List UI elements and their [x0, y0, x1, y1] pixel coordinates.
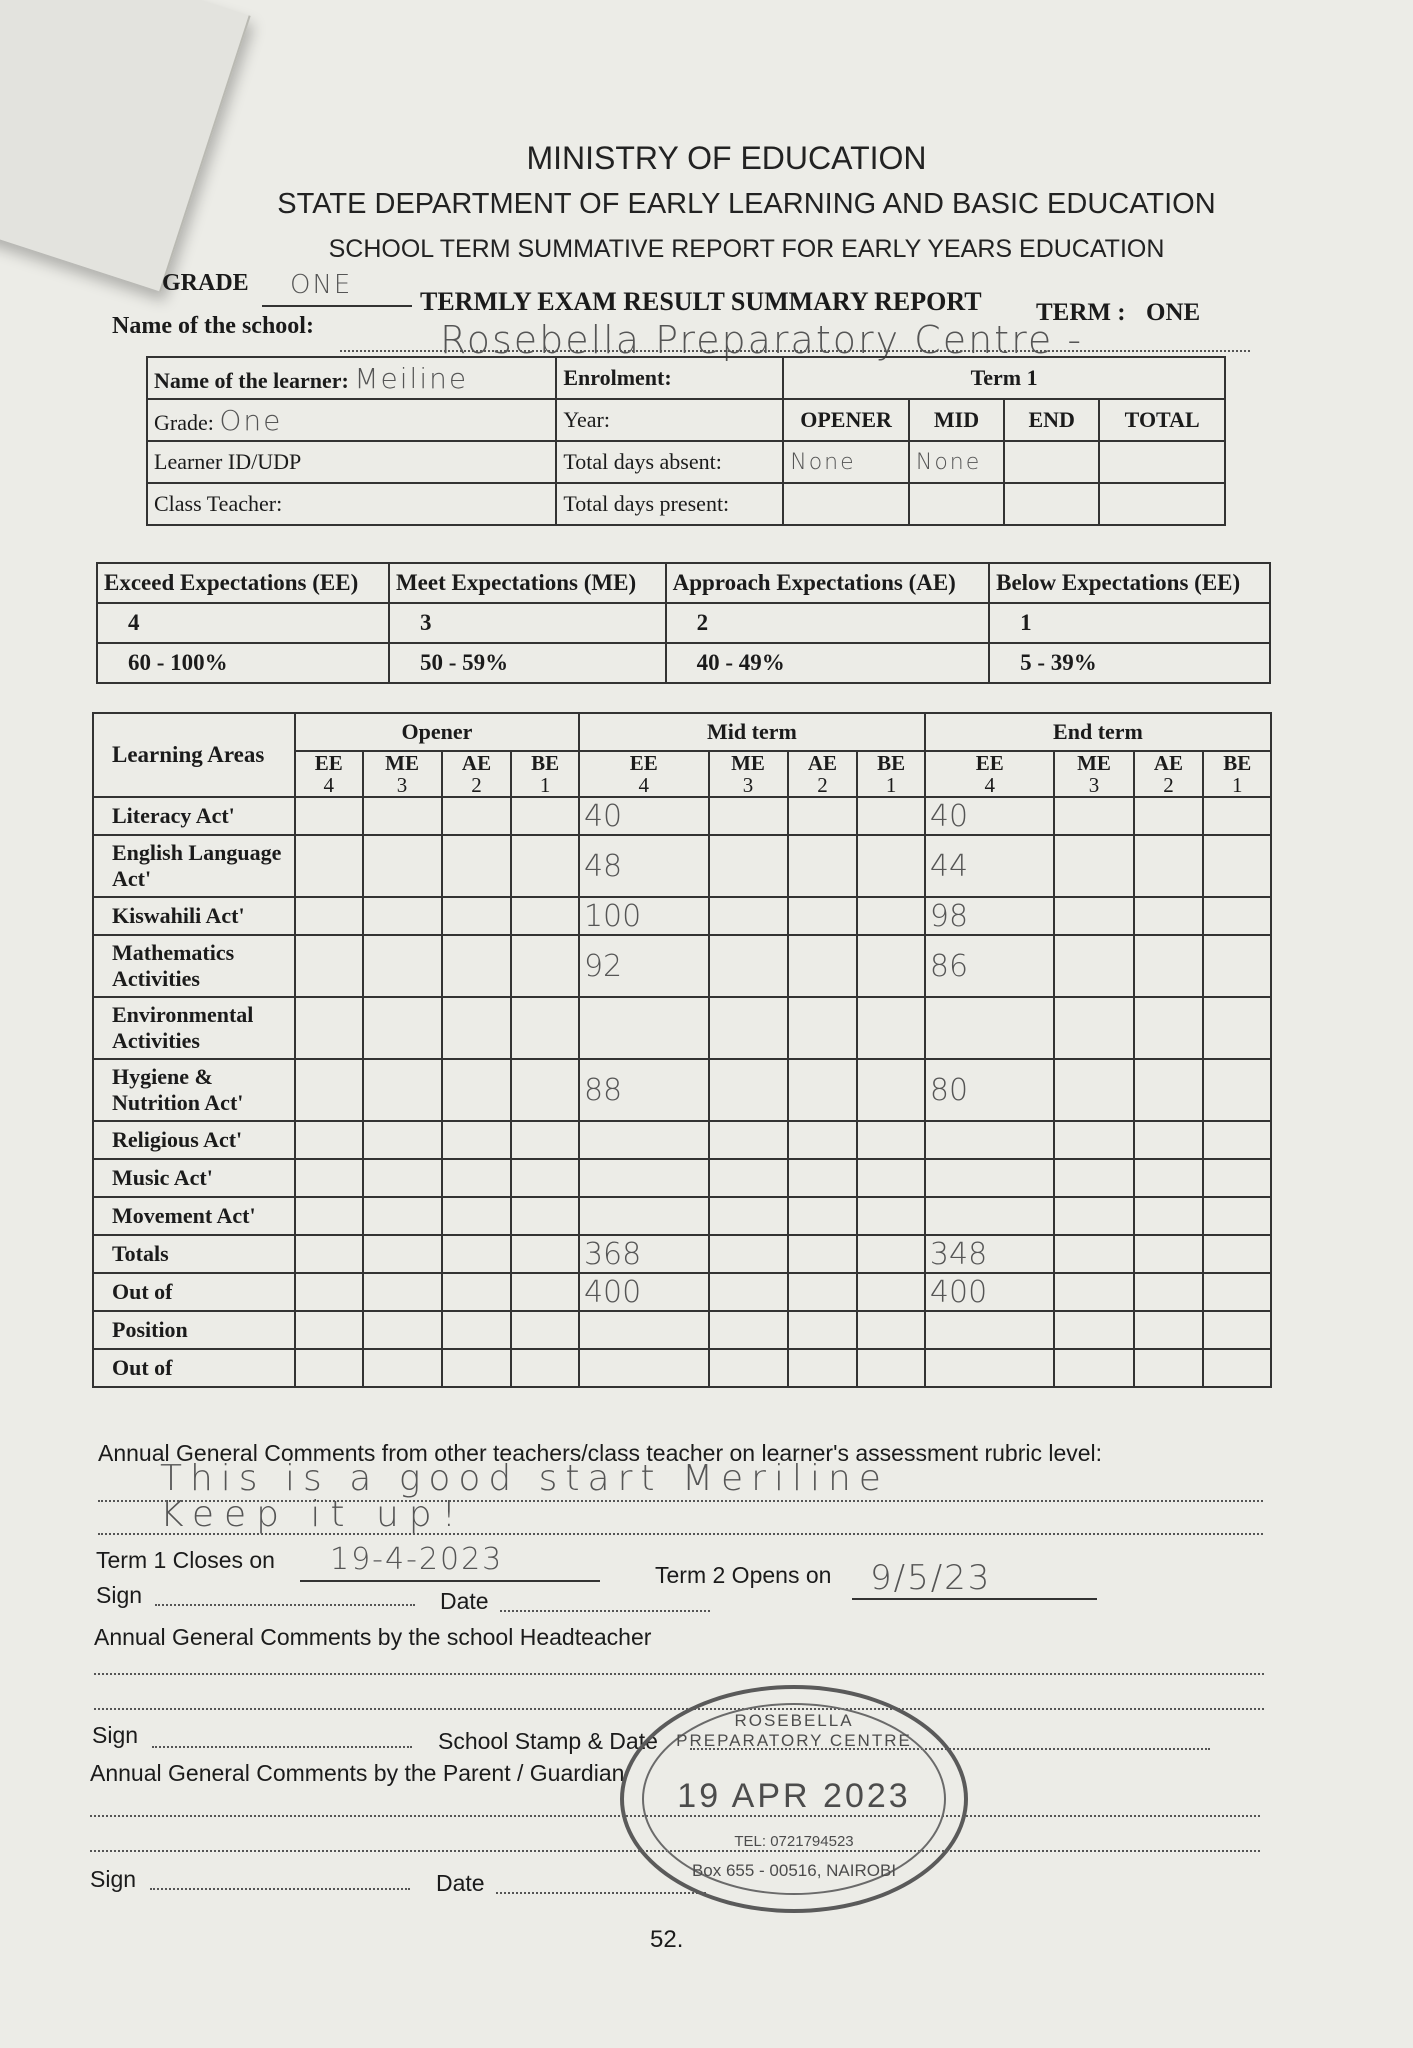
mid-ee-score: [579, 1121, 709, 1159]
learning-area-name: Mathematics Activities: [93, 935, 295, 997]
score-cell: [511, 1121, 579, 1159]
score-row: [93, 797, 1271, 835]
score-cell: [442, 1121, 512, 1159]
rubric-table: [96, 562, 1271, 684]
teacher-sign-label: Sign: [96, 1582, 143, 1608]
absent-opener: None: [783, 441, 909, 483]
mid-ee-score: [579, 997, 709, 1059]
rubric-me-name: Meet Expectations (ME): [389, 563, 666, 603]
score-cell: [1054, 897, 1133, 935]
rubric-ee-score: 4: [97, 603, 389, 643]
page-number: 52.: [650, 1926, 684, 1953]
score-row: [93, 997, 1271, 1059]
rubric-ae-range: 40 - 49%: [666, 643, 990, 683]
score-cell: [1134, 997, 1204, 1059]
score-row: [93, 1311, 1271, 1349]
score-cell: [709, 1349, 788, 1387]
absent-mid: None: [909, 441, 1004, 483]
score-cell: [295, 1059, 363, 1121]
score-cell: [295, 1235, 363, 1273]
level-number: 2: [817, 773, 828, 797]
score-cell: [857, 1311, 925, 1349]
score-cell: [1134, 1059, 1204, 1121]
head-sign-label: Sign: [92, 1722, 139, 1748]
score-cell: [709, 835, 788, 897]
mid-ee-score: [579, 1311, 709, 1349]
score-cell: [1203, 1159, 1271, 1197]
score-row: [93, 897, 1271, 935]
report-title: TERMLY EXAM RESULT SUMMARY REPORT: [420, 287, 982, 316]
score-cell: [1054, 997, 1133, 1059]
score-cell: [709, 1197, 788, 1235]
score-cell: [857, 1121, 925, 1159]
learning-area-name: Out of: [93, 1349, 295, 1387]
score-cell: [442, 1235, 512, 1273]
score-cell: [442, 1059, 512, 1121]
score-row: [93, 1197, 1271, 1235]
year-label: Year:: [556, 399, 783, 441]
teacher-sign-line: [155, 1604, 415, 1606]
rubric-ee-range: 60 - 100%: [97, 643, 389, 683]
end-ee-score: [925, 1197, 1055, 1235]
level-header-1-0: [579, 751, 709, 797]
score-cell: [511, 897, 579, 935]
learning-area-name: Out of: [93, 1273, 295, 1311]
end-ee-score: [925, 1349, 1055, 1387]
level-header-2-0: [925, 751, 1055, 797]
level-code: AE: [807, 751, 838, 775]
level-code: ME: [1077, 751, 1111, 775]
score-row: [93, 935, 1271, 997]
end-ee-score: [925, 997, 1055, 1059]
level-code: AE: [461, 751, 492, 775]
head-line-2: [94, 1708, 1264, 1710]
level-number: 2: [1163, 773, 1174, 797]
learning-area-name: Position: [93, 1311, 295, 1349]
score-cell: [363, 935, 442, 997]
score-cell: [442, 1159, 512, 1197]
score-cell: [857, 997, 925, 1059]
score-cell: [1054, 1121, 1133, 1159]
score-cell: [363, 1349, 442, 1387]
score-cell: [295, 1349, 363, 1387]
term-close-label: Term 1 Closes on: [96, 1547, 275, 1573]
score-cell: [442, 897, 512, 935]
score-cell: [1203, 1235, 1271, 1273]
teacher-comment-2: Keep it up!: [160, 1494, 467, 1535]
score-cell: [1203, 1311, 1271, 1349]
learning-area-name: Environmental Activities: [93, 997, 295, 1059]
learning-area-name: English Language Act': [93, 835, 295, 897]
rubric-ee-name: Exceed Expectations (EE): [97, 563, 389, 603]
level-header-1-3: [857, 751, 925, 797]
end-ee-score: 348: [925, 1235, 1055, 1273]
ministry-heading: MINISTRY OF EDUCATION: [526, 140, 927, 176]
parent-sign-label: Sign: [90, 1866, 137, 1892]
score-cell: [1134, 897, 1204, 935]
score-cell: [788, 897, 858, 935]
score-cell: [857, 1273, 925, 1311]
score-cell: [1203, 1059, 1271, 1121]
term-label: TERM :: [1036, 299, 1126, 326]
level-header-2-2: [1134, 751, 1204, 797]
score-cell: [511, 1311, 579, 1349]
score-cell: [295, 1121, 363, 1159]
score-cell: [857, 835, 925, 897]
score-cell: [788, 935, 858, 997]
open-underline: [852, 1598, 1097, 1600]
score-cell: [511, 997, 579, 1059]
grade-label: GRADE: [162, 270, 249, 296]
present-label: Total days present:: [556, 483, 783, 525]
report-subtitle: SCHOOL TERM SUMMATIVE REPORT FOR EARLY YEARS EDUCATION: [328, 235, 1165, 263]
score-cell: [1054, 1197, 1133, 1235]
score-cell: [857, 797, 925, 835]
score-cell: [295, 797, 363, 835]
level-header-0-3: [511, 751, 579, 797]
score-cell: [511, 1059, 579, 1121]
school-stamp: [620, 1685, 968, 1913]
score-cell: [1134, 1235, 1204, 1273]
score-cell: [511, 797, 579, 835]
level-number: 3: [742, 773, 754, 797]
score-cell: [788, 1159, 858, 1197]
score-cell: [1203, 797, 1271, 835]
score-cell: [442, 1197, 512, 1235]
learner-name-value: Meiline: [354, 361, 469, 395]
score-row: [93, 1273, 1271, 1311]
stamp-school-name: ROSEBELLA PREPARATORY CENTRE: [676, 1711, 912, 1750]
end-ee-score: [925, 1311, 1055, 1349]
school-line: [340, 350, 1250, 352]
score-cell: [1134, 1349, 1204, 1387]
score-cell: [511, 1197, 579, 1235]
score-cell: [709, 1235, 788, 1273]
score-cell: [295, 897, 363, 935]
score-cell: [788, 1273, 858, 1311]
level-header-0-1: [363, 751, 442, 797]
mid-ee-score: 400: [579, 1273, 709, 1311]
level-code: EE: [314, 751, 343, 775]
score-cell: [295, 1159, 363, 1197]
mid-ee-score: 368: [579, 1235, 709, 1273]
score-cell: [788, 1311, 858, 1349]
score-cell: [1054, 1059, 1133, 1121]
mid-ee-score: [579, 1197, 709, 1235]
score-cell: [788, 1197, 858, 1235]
score-cell: [363, 1121, 442, 1159]
term-close-value: 19-4-2023: [330, 1542, 504, 1577]
enrolment-label: Enrolment:: [556, 357, 783, 399]
level-header-1-2: [788, 751, 858, 797]
close-underline: [300, 1580, 600, 1582]
term-value: ONE: [1146, 299, 1201, 326]
score-row: [93, 835, 1271, 897]
score-cell: [442, 935, 512, 997]
learner-name-label: Name of the learner:: [154, 367, 349, 393]
level-header-2-1: [1054, 751, 1133, 797]
score-cell: [363, 1311, 442, 1349]
score-cell: [442, 1273, 512, 1311]
score-cell: [295, 835, 363, 897]
col-mid: MID: [909, 399, 1004, 441]
score-cell: [363, 797, 442, 835]
absent-label: Total days absent:: [556, 441, 783, 483]
head-sign-line: [152, 1746, 412, 1748]
term-open-label: Term 2 Opens on: [655, 1562, 832, 1588]
rubric-ae-name: Approach Expectations (AE): [666, 563, 990, 603]
score-cell: [363, 897, 442, 935]
score-cell: [857, 935, 925, 997]
parent-comments-label: Annual General Comments by the Parent / Guardian: [90, 1760, 625, 1786]
score-cell: [1134, 835, 1204, 897]
learning-area-name: Movement Act': [93, 1197, 295, 1235]
learning-area-name: Music Act': [93, 1159, 295, 1197]
end-ee-score: 98: [925, 897, 1055, 935]
parent-date-label: Date: [436, 1870, 485, 1896]
score-cell: [1054, 1159, 1133, 1197]
level-number: 4: [638, 773, 649, 797]
score-cell: [1054, 1311, 1133, 1349]
score-cell: [295, 1311, 363, 1349]
rubric-be-range: 5 - 39%: [989, 643, 1270, 683]
end-ee-score: 44: [925, 835, 1055, 897]
col-opener: OPENER: [783, 399, 909, 441]
score-cell: [1134, 1273, 1204, 1311]
score-cell: [857, 1349, 925, 1387]
class-teacher-label: Class Teacher:: [147, 483, 556, 525]
score-cell: [1054, 1235, 1133, 1273]
level-number: 1: [1231, 773, 1243, 797]
teacher-comment-1: This is a good start Meriline: [160, 1458, 889, 1499]
score-cell: [1203, 835, 1271, 897]
score-cell: [1054, 835, 1133, 897]
score-cell: [709, 1311, 788, 1349]
score-cell: [1054, 1349, 1133, 1387]
score-row: [93, 1159, 1271, 1197]
learning-area-name: Kiswahili Act': [93, 897, 295, 935]
learner-info-table: [146, 356, 1226, 526]
score-cell: [1134, 1159, 1204, 1197]
level-number: 3: [396, 773, 408, 797]
score-cell: [511, 1273, 579, 1311]
midterm-header: Mid term: [579, 713, 925, 751]
score-cell: [1203, 1349, 1271, 1387]
col-end: END: [1004, 399, 1099, 441]
score-cell: [709, 1273, 788, 1311]
end-ee-score: 400: [925, 1273, 1055, 1311]
score-cell: [857, 1159, 925, 1197]
score-cell: [1134, 797, 1204, 835]
score-cell: [857, 1235, 925, 1273]
scores-table: [92, 712, 1272, 1388]
score-row: [93, 1235, 1271, 1273]
learning-area-name: Religious Act': [93, 1121, 295, 1159]
grade-value: ONE: [290, 270, 353, 300]
end-ee-score: 80: [925, 1059, 1055, 1121]
score-cell: [442, 997, 512, 1059]
score-cell: [295, 997, 363, 1059]
learner-grade-value: One: [219, 403, 283, 437]
parent-sign-line: [150, 1888, 410, 1890]
level-code: EE: [629, 751, 658, 775]
score-cell: [511, 935, 579, 997]
department-heading: STATE DEPARTMENT OF EARLY LEARNING AND BASIC EDUCATION: [277, 188, 1216, 220]
grade-underline: [262, 305, 412, 307]
end-ee-score: 86: [925, 935, 1055, 997]
score-cell: [511, 835, 579, 897]
score-row: [93, 1349, 1271, 1387]
score-cell: [1054, 935, 1133, 997]
score-row: [93, 1121, 1271, 1159]
level-header-2-3: [1203, 751, 1271, 797]
score-cell: [1134, 1311, 1204, 1349]
score-cell: [788, 1121, 858, 1159]
score-cell: [363, 1159, 442, 1197]
mid-ee-score: 100: [579, 897, 709, 935]
score-cell: [1134, 935, 1204, 997]
level-number: 4: [984, 773, 995, 797]
teacher-comments-label: Annual General Comments from other teachers/class teacher on learner's assessment rubric level:: [98, 1440, 1103, 1466]
level-number: 2: [471, 773, 482, 797]
parent-date-line: [496, 1892, 706, 1894]
level-code: BE: [531, 751, 560, 775]
rubric-be-score: 1: [989, 603, 1270, 643]
stamp-tel: TEL: 0721794523: [734, 1833, 854, 1850]
term-header: Term 1: [783, 357, 1225, 399]
score-cell: [857, 897, 925, 935]
score-cell: [709, 797, 788, 835]
score-cell: [1054, 1273, 1133, 1311]
learning-area-name: Hygiene & Nutrition Act': [93, 1059, 295, 1121]
score-cell: [363, 1273, 442, 1311]
school-label: Name of the school:: [112, 313, 314, 339]
end-ee-score: [925, 1159, 1055, 1197]
level-number: 1: [885, 773, 897, 797]
score-cell: [1203, 1273, 1271, 1311]
teacher-date-label: Date: [440, 1588, 489, 1614]
score-cell: [857, 1197, 925, 1235]
score-cell: [363, 1235, 442, 1273]
score-cell: [1203, 1197, 1271, 1235]
score-cell: [1203, 897, 1271, 935]
rubric-ae-score: 2: [666, 603, 990, 643]
stamp-box: Box 655 - 00516, NAIROBI: [691, 1861, 897, 1880]
score-cell: [788, 997, 858, 1059]
learning-area-name: Literacy Act': [93, 797, 295, 835]
level-number: 1: [539, 773, 551, 797]
score-cell: [511, 1159, 579, 1197]
rubric-me-range: 50 - 59%: [389, 643, 666, 683]
opener-header: Opener: [295, 713, 579, 751]
rubric-me-score: 3: [389, 603, 666, 643]
score-cell: [788, 797, 858, 835]
school-value: Rosebella Preparatory Centre -: [440, 318, 1084, 362]
score-cell: [709, 935, 788, 997]
score-row: [93, 1059, 1271, 1121]
level-number: 4: [323, 773, 334, 797]
score-cell: [709, 897, 788, 935]
absent-total: [1099, 441, 1225, 483]
learning-area-name: Totals: [93, 1235, 295, 1273]
level-code: BE: [877, 751, 906, 775]
score-cell: [363, 1059, 442, 1121]
stamp-label: School Stamp & Date: [438, 1728, 658, 1754]
mid-ee-score: 88: [579, 1059, 709, 1121]
score-cell: [442, 1349, 512, 1387]
absent-end: [1004, 441, 1099, 483]
level-code: AE: [1153, 751, 1184, 775]
score-cell: [442, 797, 512, 835]
score-cell: [788, 1059, 858, 1121]
score-cell: [788, 835, 858, 897]
level-code: EE: [975, 751, 1004, 775]
score-cell: [511, 1235, 579, 1273]
score-cell: [788, 1349, 858, 1387]
end-ee-score: [925, 1121, 1055, 1159]
score-cell: [1203, 997, 1271, 1059]
learner-grade-label: Grade:: [154, 409, 214, 435]
score-cell: [295, 1197, 363, 1235]
score-cell: [363, 997, 442, 1059]
rubric-be-name: Below Expectations (EE): [989, 563, 1270, 603]
level-code: ME: [731, 751, 765, 775]
score-cell: [295, 935, 363, 997]
mid-ee-score: 92: [579, 935, 709, 997]
headteacher-label: Annual General Comments by the school Headteacher: [94, 1624, 652, 1650]
score-cell: [709, 997, 788, 1059]
mid-ee-score: [579, 1159, 709, 1197]
score-cell: [709, 1059, 788, 1121]
endterm-header: End term: [925, 713, 1271, 751]
level-number: 3: [1088, 773, 1100, 797]
mid-ee-score: 40: [579, 797, 709, 835]
head-line-1: [94, 1673, 1264, 1675]
score-cell: [1203, 1121, 1271, 1159]
score-cell: [363, 835, 442, 897]
score-cell: [709, 1121, 788, 1159]
col-total: TOTAL: [1099, 399, 1225, 441]
score-cell: [511, 1349, 579, 1387]
score-cell: [363, 1197, 442, 1235]
end-ee-score: 40: [925, 797, 1055, 835]
score-cell: [1134, 1121, 1204, 1159]
score-cell: [295, 1273, 363, 1311]
score-cell: [1203, 935, 1271, 997]
level-code: BE: [1223, 751, 1252, 775]
mid-ee-score: 48: [579, 835, 709, 897]
score-cell: [1134, 1197, 1204, 1235]
score-cell: [442, 835, 512, 897]
score-cell: [709, 1159, 788, 1197]
learner-id-label: Learner ID/UDP: [147, 441, 556, 483]
level-header-0-2: [442, 751, 512, 797]
score-cell: [442, 1311, 512, 1349]
level-header-0-0: [295, 751, 363, 797]
mid-ee-score: [579, 1349, 709, 1387]
level-header-1-1: [709, 751, 788, 797]
score-cell: [1054, 797, 1133, 835]
score-cell: [857, 1059, 925, 1121]
teacher-date-line: [500, 1610, 710, 1612]
learning-areas-header: Learning Areas: [93, 713, 295, 797]
level-code: ME: [385, 751, 419, 775]
score-cell: [788, 1235, 858, 1273]
stamp-date: 19 APR 2023: [677, 1777, 911, 1815]
term-open-value: 9/5/23: [870, 1558, 992, 1598]
